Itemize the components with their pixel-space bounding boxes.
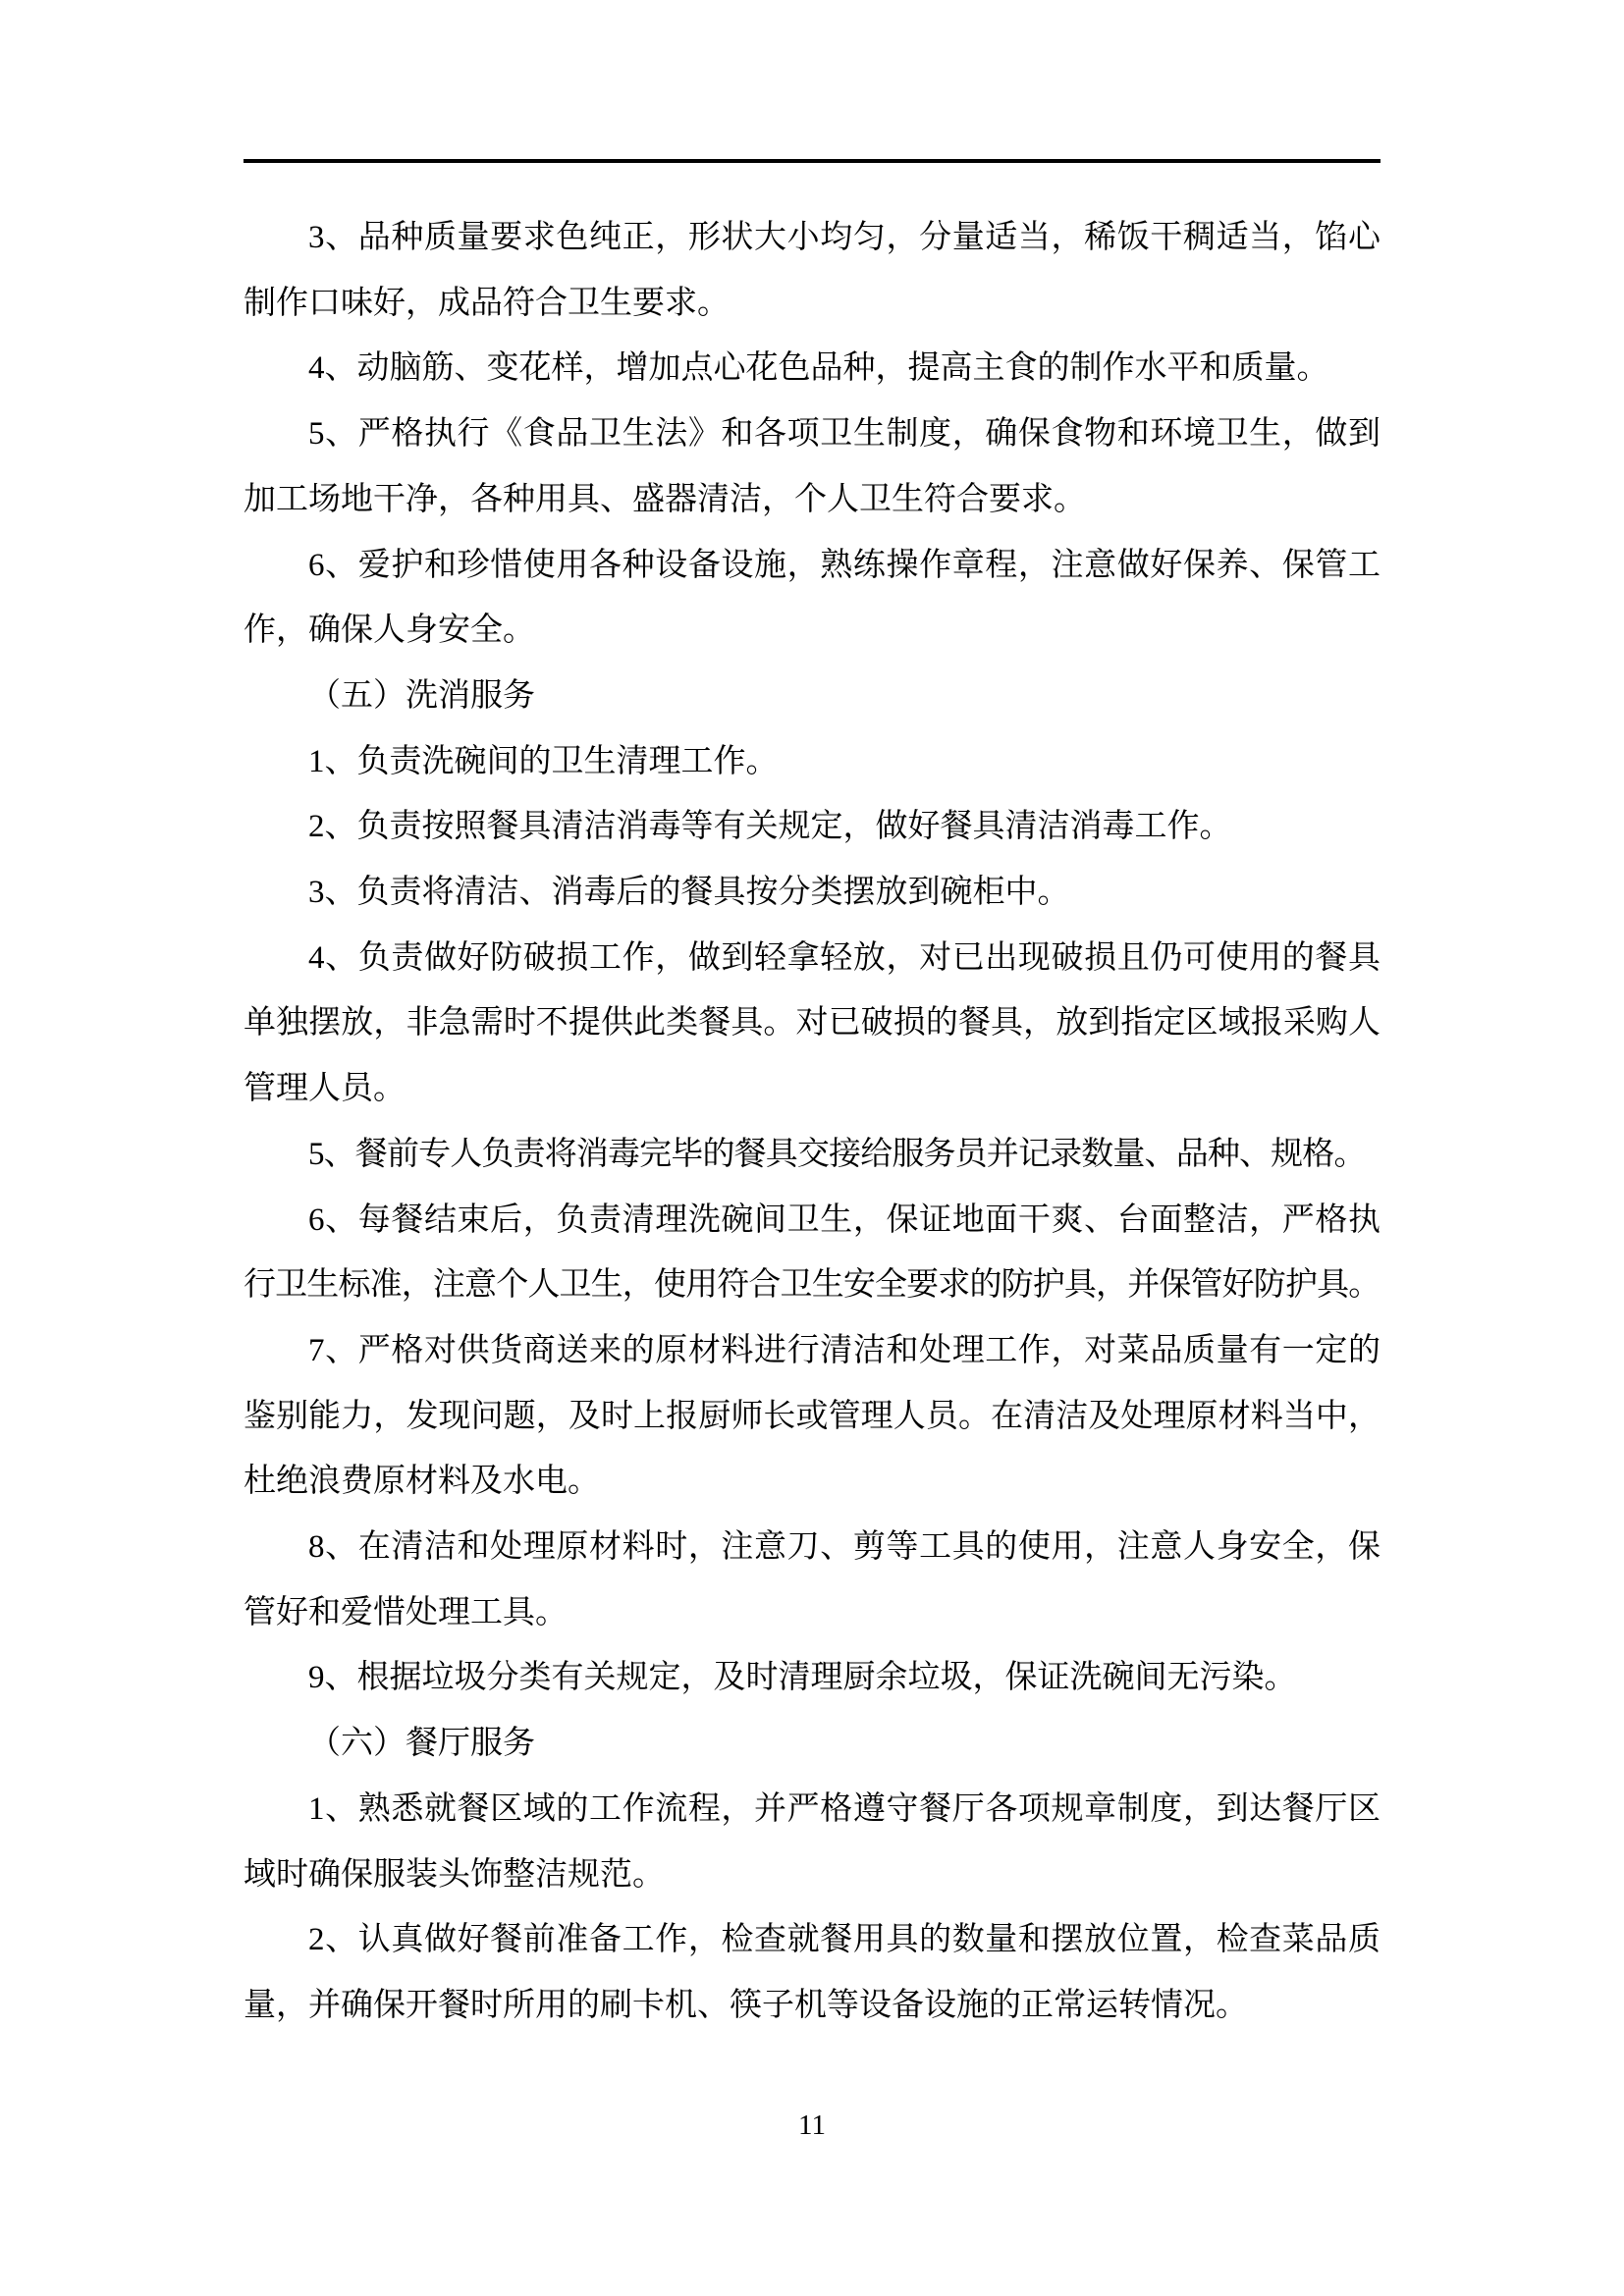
text-line: 5、餐前专人负责将消毒完毕的餐具交接给服务员并记录数量、品种、规格。 <box>308 1136 1366 1172</box>
text-line: 域时确保服装头饰整洁规范。 <box>244 1856 665 1893</box>
text-line: 9、根据垃圾分类有关规定，及时清理厨余垃圾，保证洗碗间无污染。 <box>308 1660 1297 1696</box>
text-line: 4、负责做好防破损工作，做到轻拿轻放，对已出现破损且仍可使用的餐具 <box>308 939 1380 976</box>
paragraph <box>244 533 1380 664</box>
paragraph <box>244 729 1380 795</box>
paragraph <box>244 401 1380 532</box>
text-line: 6、爱护和珍惜使用各种设备设施，熟练操作章程，注意做好保养、保管工 <box>308 547 1380 583</box>
paragraph <box>244 1777 1380 1907</box>
paragraph <box>244 1515 1380 1645</box>
paragraph <box>244 664 1380 729</box>
document-body <box>244 205 1380 2039</box>
text-line: 6、每餐结束后，负责清理洗碗间卫生，保证地面干爽、台面整洁，严格执 <box>308 1201 1380 1238</box>
text-line: 2、负责按照餐具清洁消毒等有关规定，做好餐具清洁消毒工作。 <box>308 809 1232 845</box>
text-line: 5、严格执行《食品卫生法》和各项卫生制度，确保食物和环境卫生，做到 <box>308 416 1380 453</box>
text-line: 单独摆放，非急需时不提供此类餐具。对已破损的餐具，放到指定区域报采购人 <box>244 1005 1380 1041</box>
paragraph <box>244 1122 1380 1188</box>
text-line: 管好和爱惜处理工具。 <box>244 1594 568 1630</box>
paragraph <box>244 1188 1380 1318</box>
paragraph <box>244 1318 1380 1515</box>
text-line: 1、负责洗碗间的卫生清理工作。 <box>308 743 779 779</box>
text-line: （五）洗消服务 <box>308 677 535 714</box>
text-line: （六）餐厅服务 <box>308 1726 535 1762</box>
paragraph <box>244 336 1380 401</box>
paragraph <box>244 1907 1380 2038</box>
text-line: 3、品种质量要求色纯正，形状大小均匀，分量适当，稀饭干稠适当，馅心 <box>308 220 1380 255</box>
text-line: 4、动脑筋、变花样，增加点心花色品种，提高主食的制作水平和质量。 <box>308 350 1329 387</box>
text-line: 8、在清洁和处理原材料时，注意刀、剪等工具的使用，注意人身安全，保 <box>308 1529 1380 1566</box>
text-line: 作，确保人身安全。 <box>244 613 535 649</box>
text-line: 鉴别能力，发现问题，及时上报厨师长或管理人员。在清洁及处理原材料当中， <box>244 1398 1380 1434</box>
paragraph <box>244 926 1380 1122</box>
text-line: 制作口味好，成品符合卫生要求。 <box>244 285 730 321</box>
text-line: 加工场地干净，各种用具、盛器清洁，个人卫生符合要求。 <box>244 481 1086 517</box>
paragraph <box>244 794 1380 860</box>
paragraph <box>244 860 1380 926</box>
text-line: 行卫生标准，注意个人卫生，使用符合卫生安全要求的防护具，并保管好防护具。 <box>244 1267 1380 1304</box>
paragraph <box>244 1711 1380 1777</box>
text-line: 2、认真做好餐前准备工作，检查就餐用具的数量和摆放位置，检查菜品质 <box>308 1922 1380 1958</box>
text-line: 3、负责将清洁、消毒后的餐具按分类摆放到碗柜中。 <box>308 875 1070 911</box>
text-line: 7、严格对供货商送来的原材料进行清洁和处理工作，对菜品质量有一定的 <box>308 1332 1380 1368</box>
text-line: 杜绝浪费原材料及水电。 <box>244 1464 600 1500</box>
text-line: 1、熟悉就餐区域的工作流程，并严格遵守餐厅各项规章制度，到达餐厅区 <box>308 1790 1380 1827</box>
text-line: 管理人员。 <box>244 1071 406 1107</box>
page-number: 11 <box>798 2109 826 2141</box>
header-rule <box>244 159 1380 163</box>
paragraph <box>244 1645 1380 1711</box>
text-line: 量，并确保开餐时所用的刷卡机、筷子机等设备设施的正常运转情况。 <box>244 1987 1248 2023</box>
paragraph <box>244 205 1380 336</box>
